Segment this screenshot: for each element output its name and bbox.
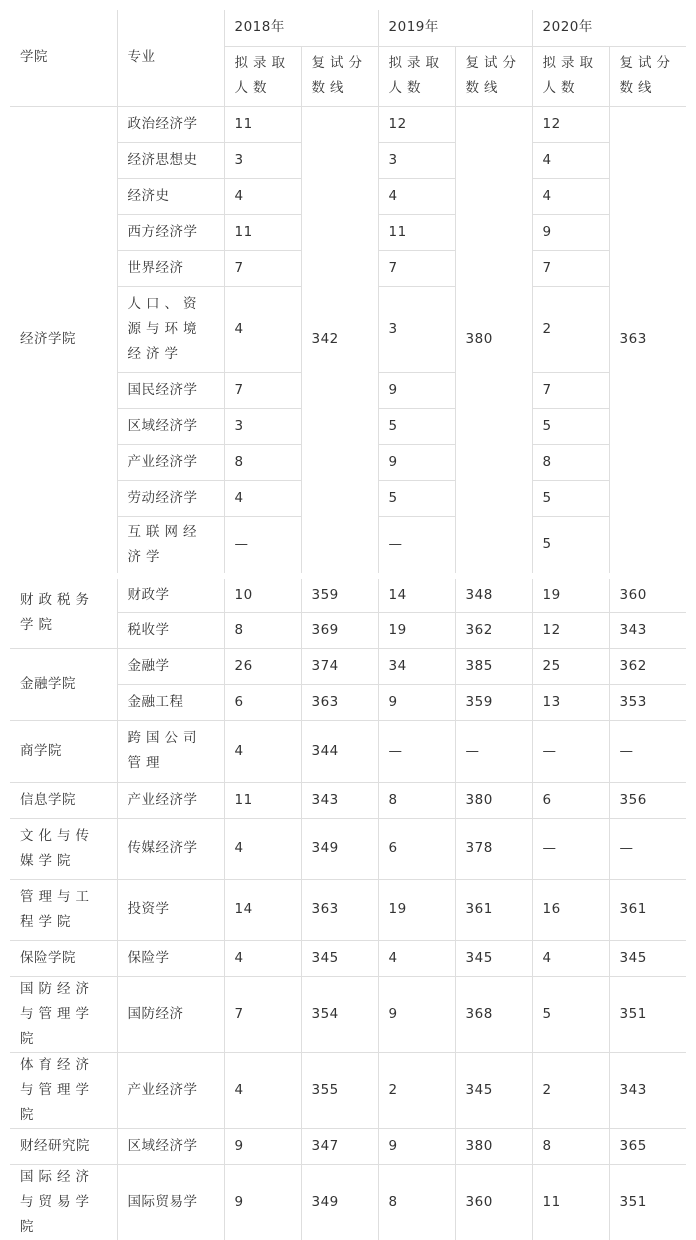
score-2019-cell: 380 bbox=[455, 106, 532, 576]
major-cell: 投资学 bbox=[117, 879, 224, 940]
enroll-2020-cell: 13 bbox=[532, 684, 609, 720]
major-cell: 金融工程 bbox=[117, 684, 224, 720]
score-2019-cell: 348 bbox=[455, 576, 532, 612]
score-2020-cell: 351 bbox=[609, 976, 686, 1052]
major-cell: 世界经济 bbox=[117, 250, 224, 286]
enroll-2020-cell: 12 bbox=[532, 106, 609, 142]
enroll-2020-cell: 8 bbox=[532, 444, 609, 480]
score-2020-cell: 345 bbox=[609, 940, 686, 976]
enroll-2020-cell: 7 bbox=[532, 250, 609, 286]
score-2019-cell: 380 bbox=[455, 1128, 532, 1164]
college-cell: 体育经济与管理学院 bbox=[10, 1052, 117, 1128]
enroll-2020-cell: 12 bbox=[532, 612, 609, 648]
score-2018-cell: 342 bbox=[301, 106, 378, 576]
header-score-2019: 复试分数线 bbox=[455, 46, 532, 106]
enroll-2020-cell: 4 bbox=[532, 940, 609, 976]
header-year-2020: 2020年 bbox=[532, 10, 686, 46]
college-cell: 商学院 bbox=[10, 720, 117, 782]
major-cell: 经济思想史 bbox=[117, 142, 224, 178]
table-row bbox=[10, 940, 686, 976]
enroll-2018-cell: 11 bbox=[224, 782, 301, 818]
score-2020-cell: 363 bbox=[609, 106, 686, 576]
major-cell: 传媒经济学 bbox=[117, 818, 224, 879]
score-2018-cell: 345 bbox=[301, 940, 378, 976]
table-row bbox=[10, 106, 686, 142]
college-cell: 管理与工程学院 bbox=[10, 879, 117, 940]
table-row bbox=[10, 782, 686, 818]
enroll-2019-cell: 7 bbox=[378, 250, 455, 286]
enroll-2019-cell: 3 bbox=[378, 286, 455, 372]
score-2020-cell: 361 bbox=[609, 879, 686, 940]
enroll-2018-cell: 7 bbox=[224, 250, 301, 286]
enroll-2019-cell: — bbox=[378, 516, 455, 576]
enroll-2019-cell: 19 bbox=[378, 879, 455, 940]
enroll-2020-cell: 7 bbox=[532, 372, 609, 408]
major-cell: 互联网经济学 bbox=[117, 516, 224, 576]
enroll-2019-cell: — bbox=[378, 720, 455, 782]
major-cell: 政治经济学 bbox=[117, 106, 224, 142]
enroll-2018-cell: 7 bbox=[224, 372, 301, 408]
major-cell: 西方经济学 bbox=[117, 214, 224, 250]
score-2018-cell: 343 bbox=[301, 782, 378, 818]
score-2018-cell: 374 bbox=[301, 648, 378, 684]
score-2020-cell: 360 bbox=[609, 576, 686, 612]
major-cell: 国际贸易学 bbox=[117, 1164, 224, 1240]
score-2020-cell: 343 bbox=[609, 612, 686, 648]
enroll-2019-cell: 34 bbox=[378, 648, 455, 684]
score-2019-cell: 362 bbox=[455, 612, 532, 648]
table-row bbox=[10, 1052, 686, 1128]
enroll-2018-cell: 7 bbox=[224, 976, 301, 1052]
score-2020-cell: 351 bbox=[609, 1164, 686, 1240]
header-year-2018: 2018年 bbox=[224, 10, 378, 46]
major-cell: 经济史 bbox=[117, 178, 224, 214]
college-cell: 经济学院 bbox=[10, 106, 117, 576]
table-row bbox=[10, 818, 686, 879]
table-row bbox=[10, 879, 686, 940]
enroll-2018-cell: 3 bbox=[224, 142, 301, 178]
enroll-2018-cell: 11 bbox=[224, 106, 301, 142]
enroll-2020-cell: 2 bbox=[532, 286, 609, 372]
enroll-2019-cell: 14 bbox=[378, 576, 455, 612]
header-enroll-2019: 拟录取人数 bbox=[378, 46, 455, 106]
score-2019-cell: — bbox=[455, 720, 532, 782]
major-cell: 税收学 bbox=[117, 612, 224, 648]
major-cell: 保险学 bbox=[117, 940, 224, 976]
score-2018-cell: 369 bbox=[301, 612, 378, 648]
score-2018-cell: 344 bbox=[301, 720, 378, 782]
enroll-2020-cell: 8 bbox=[532, 1128, 609, 1164]
college-cell: 文化与传媒学院 bbox=[10, 818, 117, 879]
enroll-2018-cell: 4 bbox=[224, 480, 301, 516]
enroll-2018-cell: 4 bbox=[224, 940, 301, 976]
enroll-2019-cell: 5 bbox=[378, 408, 455, 444]
enroll-2018-cell: 14 bbox=[224, 879, 301, 940]
enroll-2019-cell: 9 bbox=[378, 1128, 455, 1164]
college-cell: 财经研究院 bbox=[10, 1128, 117, 1164]
enroll-2018-cell: 6 bbox=[224, 684, 301, 720]
admission-table bbox=[10, 10, 686, 1240]
enroll-2019-cell: 12 bbox=[378, 106, 455, 142]
score-2018-cell: 349 bbox=[301, 818, 378, 879]
major-cell: 区域经济学 bbox=[117, 1128, 224, 1164]
score-2020-cell: 356 bbox=[609, 782, 686, 818]
enroll-2019-cell: 8 bbox=[378, 782, 455, 818]
enroll-2019-cell: 11 bbox=[378, 214, 455, 250]
score-2020-cell: 343 bbox=[609, 1052, 686, 1128]
college-cell: 国际经济与贸易学院 bbox=[10, 1164, 117, 1240]
score-2019-cell: 385 bbox=[455, 648, 532, 684]
enroll-2020-cell: — bbox=[532, 720, 609, 782]
table-row bbox=[10, 648, 686, 684]
enroll-2018-cell: 9 bbox=[224, 1128, 301, 1164]
enroll-2018-cell: 11 bbox=[224, 214, 301, 250]
college-cell: 金融学院 bbox=[10, 648, 117, 720]
enroll-2018-cell: 9 bbox=[224, 1164, 301, 1240]
enroll-2019-cell: 9 bbox=[378, 684, 455, 720]
major-cell: 国防经济 bbox=[117, 976, 224, 1052]
enroll-2020-cell: 11 bbox=[532, 1164, 609, 1240]
enroll-2018-cell: 4 bbox=[224, 818, 301, 879]
major-cell: 金融学 bbox=[117, 648, 224, 684]
enroll-2020-cell: 5 bbox=[532, 480, 609, 516]
major-cell: 产业经济学 bbox=[117, 1052, 224, 1128]
college-cell: 国防经济与管理学院 bbox=[10, 976, 117, 1052]
enroll-2019-cell: 2 bbox=[378, 1052, 455, 1128]
enroll-2020-cell: 9 bbox=[532, 214, 609, 250]
enroll-2019-cell: 9 bbox=[378, 372, 455, 408]
score-2018-cell: 349 bbox=[301, 1164, 378, 1240]
enroll-2020-cell: 4 bbox=[532, 142, 609, 178]
score-2018-cell: 359 bbox=[301, 576, 378, 612]
score-2018-cell: 347 bbox=[301, 1128, 378, 1164]
score-2019-cell: 360 bbox=[455, 1164, 532, 1240]
major-cell: 产业经济学 bbox=[117, 782, 224, 818]
major-cell: 区域经济学 bbox=[117, 408, 224, 444]
enroll-2020-cell: 6 bbox=[532, 782, 609, 818]
score-2019-cell: 361 bbox=[455, 879, 532, 940]
score-2019-cell: 345 bbox=[455, 940, 532, 976]
score-2020-cell: 362 bbox=[609, 648, 686, 684]
header-college: 学院 bbox=[10, 10, 117, 106]
score-2020-cell: 365 bbox=[609, 1128, 686, 1164]
score-2019-cell: 378 bbox=[455, 818, 532, 879]
enroll-2018-cell: 4 bbox=[224, 1052, 301, 1128]
enroll-2018-cell: 4 bbox=[224, 720, 301, 782]
score-2020-cell: 353 bbox=[609, 684, 686, 720]
table-row bbox=[10, 1128, 686, 1164]
enroll-2020-cell: 25 bbox=[532, 648, 609, 684]
enroll-2020-cell: 5 bbox=[532, 516, 609, 576]
enroll-2020-cell: 5 bbox=[532, 408, 609, 444]
enroll-2018-cell: — bbox=[224, 516, 301, 576]
header-row-years bbox=[10, 10, 686, 46]
college-cell: 信息学院 bbox=[10, 782, 117, 818]
enroll-2018-cell: 26 bbox=[224, 648, 301, 684]
college-cell: 保险学院 bbox=[10, 940, 117, 976]
score-2018-cell: 354 bbox=[301, 976, 378, 1052]
enroll-2019-cell: 3 bbox=[378, 142, 455, 178]
header-major: 专业 bbox=[117, 10, 224, 106]
enroll-2018-cell: 8 bbox=[224, 612, 301, 648]
college-cell: 财政税务学院 bbox=[10, 576, 117, 648]
header-score-2018: 复试分数线 bbox=[301, 46, 378, 106]
enroll-2019-cell: 6 bbox=[378, 818, 455, 879]
score-2018-cell: 363 bbox=[301, 684, 378, 720]
header-year-2019: 2019年 bbox=[378, 10, 532, 46]
enroll-2020-cell: 4 bbox=[532, 178, 609, 214]
enroll-2019-cell: 5 bbox=[378, 480, 455, 516]
enroll-2019-cell: 4 bbox=[378, 178, 455, 214]
score-2019-cell: 368 bbox=[455, 976, 532, 1052]
table-row bbox=[10, 976, 686, 1052]
table-row bbox=[10, 1164, 686, 1240]
score-2019-cell: 345 bbox=[455, 1052, 532, 1128]
score-2018-cell: 363 bbox=[301, 879, 378, 940]
header-enroll-2020: 拟录取人数 bbox=[532, 46, 609, 106]
enroll-2018-cell: 4 bbox=[224, 286, 301, 372]
enroll-2019-cell: 9 bbox=[378, 976, 455, 1052]
enroll-2019-cell: 19 bbox=[378, 612, 455, 648]
table-row bbox=[10, 576, 686, 612]
enroll-2020-cell: 16 bbox=[532, 879, 609, 940]
score-2019-cell: 380 bbox=[455, 782, 532, 818]
header-enroll-2018: 拟录取人数 bbox=[224, 46, 301, 106]
enroll-2018-cell: 8 bbox=[224, 444, 301, 480]
enroll-2018-cell: 3 bbox=[224, 408, 301, 444]
enroll-2020-cell: 19 bbox=[532, 576, 609, 612]
major-cell: 国民经济学 bbox=[117, 372, 224, 408]
major-cell: 劳动经济学 bbox=[117, 480, 224, 516]
major-cell: 财政学 bbox=[117, 576, 224, 612]
enroll-2018-cell: 4 bbox=[224, 178, 301, 214]
table-row bbox=[10, 720, 686, 782]
major-cell: 人口、资源与环境经济学 bbox=[117, 286, 224, 372]
enroll-2019-cell: 9 bbox=[378, 444, 455, 480]
score-2020-cell: — bbox=[609, 720, 686, 782]
enroll-2019-cell: 4 bbox=[378, 940, 455, 976]
enroll-2019-cell: 8 bbox=[378, 1164, 455, 1240]
enroll-2018-cell: 10 bbox=[224, 576, 301, 612]
enroll-2020-cell: — bbox=[532, 818, 609, 879]
enroll-2020-cell: 5 bbox=[532, 976, 609, 1052]
major-cell: 跨国公司管理 bbox=[117, 720, 224, 782]
major-cell: 产业经济学 bbox=[117, 444, 224, 480]
score-2018-cell: 355 bbox=[301, 1052, 378, 1128]
score-2020-cell: — bbox=[609, 818, 686, 879]
enroll-2020-cell: 2 bbox=[532, 1052, 609, 1128]
header-score-2020: 复试分数线 bbox=[609, 46, 686, 106]
score-2019-cell: 359 bbox=[455, 684, 532, 720]
